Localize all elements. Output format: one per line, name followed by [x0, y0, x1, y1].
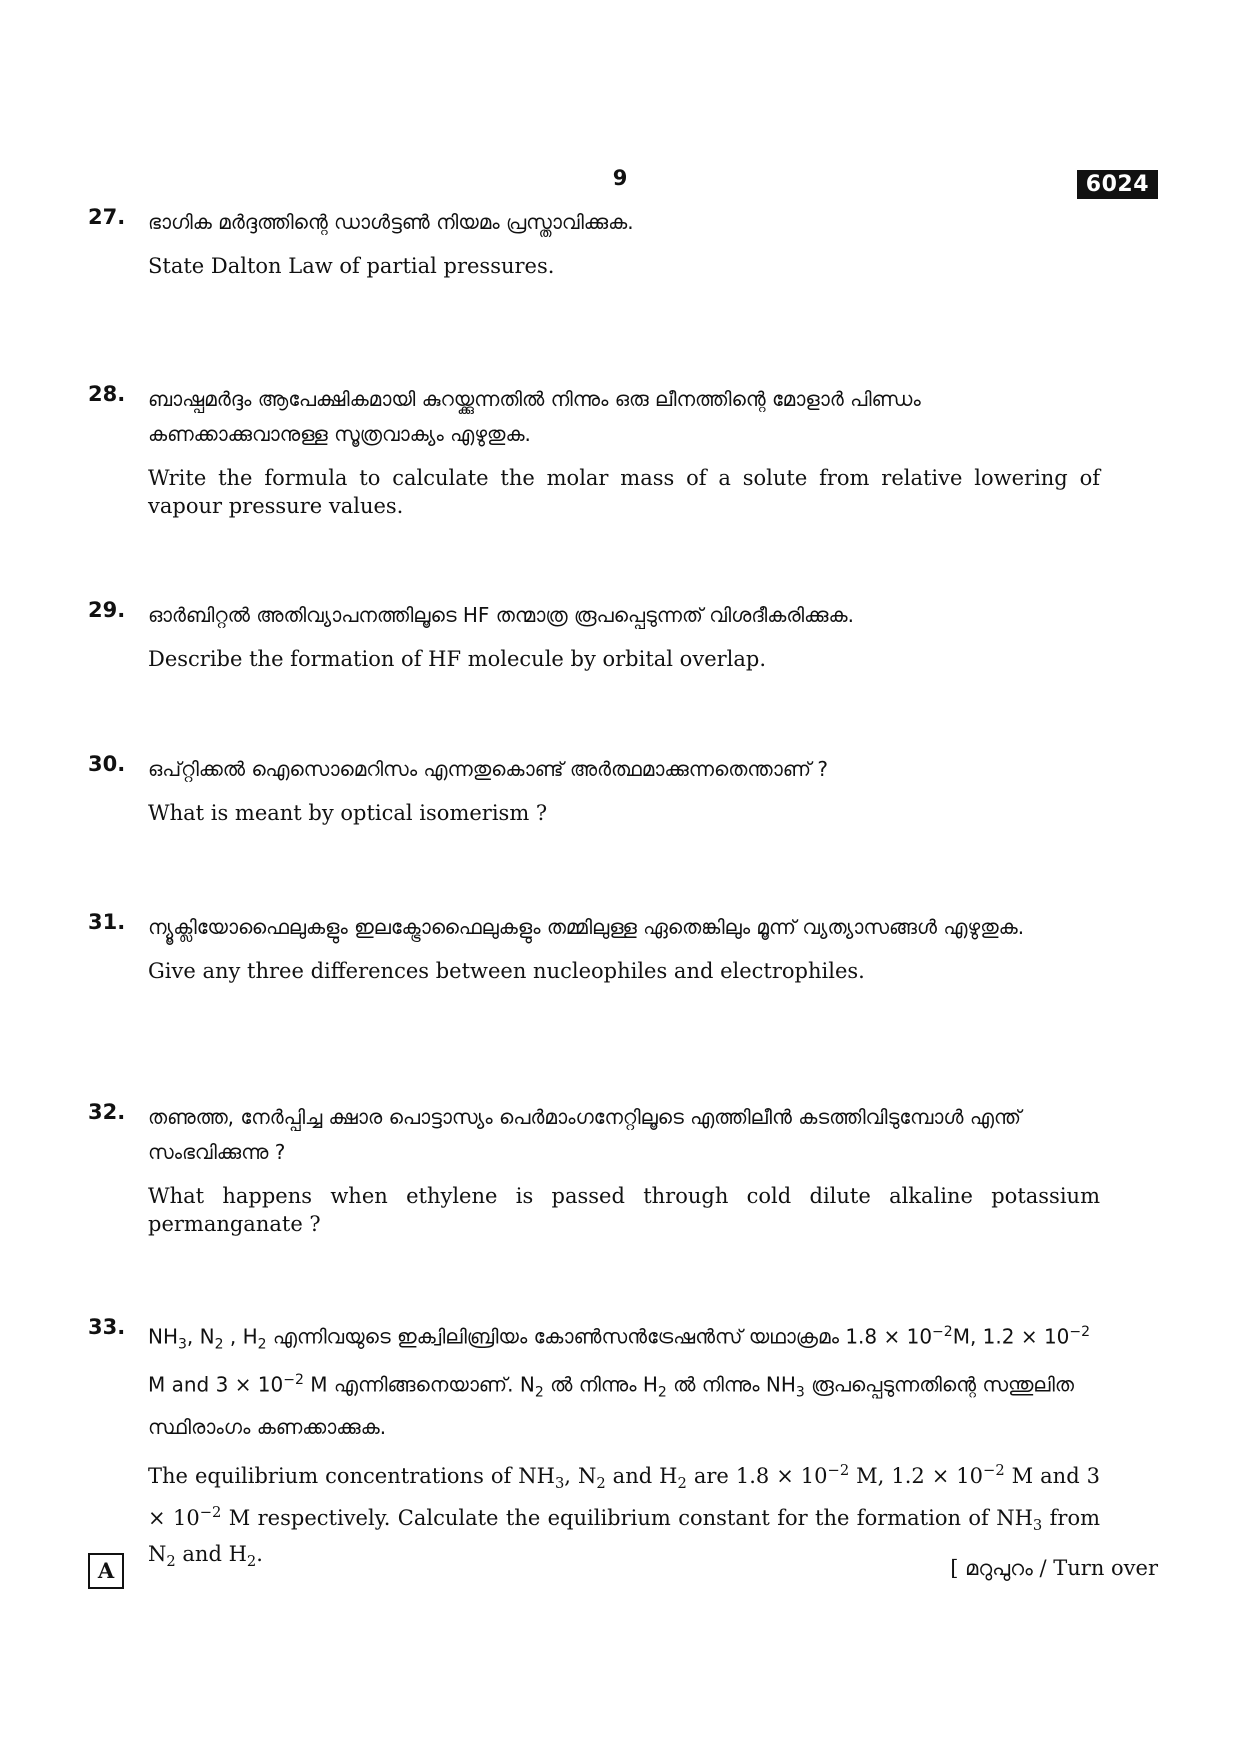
- question-text-malayalam: ബാഷ്പമർദ്ദം ആപേക്ഷികമായി കുറയ്ക്കുന്നതിൽ നിന്നും ഒരു ലീനത്തിന്റെ മോളാർ പിണ്ഡം കണക്കാക്കുവാനുള്ള സൂത്രവാക്യം എഴുതുക.: [148, 387, 921, 446]
- question-number: 28.: [88, 382, 126, 406]
- question-32: [88, 1100, 1100, 1238]
- paper-code-badge: 6024: [1077, 170, 1158, 199]
- question-number: 30.: [88, 752, 126, 776]
- version-mark-box: A: [88, 1553, 124, 1589]
- question-text-malayalam: ഓർബിറ്റൽ അതിവ്യാപനത്തിലൂടെ HF തന്മാത്ര രൂപപ്പെടുന്നത് വിശദീകരിക്കുക.: [148, 603, 854, 627]
- question-text-malayalam: $NH_3$, $N_2$ , $H_2$ എന്നിവയുടെ ഇക്വിലിബ്രിയം കോൺസൻട്രേഷൻസ് യഥാക്രമം $1.8 \times 10^{-2}M$, $1.2 \times 10^{-2}$ M and $3 \times 10^{-2}$ M എന്നിങ്ങനെയാണ്. $N_2$ ൽ നിന്നും $H_2$ ൽ നിന്നും $NH_3$ രൂപപ്പെടുന്നതിന്റെ സന്തുലിത സ്ഥിരാംഗം കണക്കാക്കുക.: [148, 1324, 1091, 1440]
- question-28: [88, 382, 1100, 520]
- question-text-english: Give any three differences between nucleophiles and electrophiles.: [148, 959, 865, 983]
- question-text-english: What happens when ethylene is passed through cold dilute alkaline potassium permanganate ?: [148, 1184, 1100, 1236]
- question-33: [88, 1315, 1100, 1576]
- page-number: 9: [612, 166, 628, 190]
- question-27: [88, 205, 1100, 280]
- turn-over-note: [ മറുപുറം / Turn over: [950, 1556, 1158, 1580]
- question-text-english: What is meant by optical isomerism ?: [148, 801, 548, 825]
- question-text-malayalam: ഒപ്റ്റിക്കൽ ഐസൊമെറിസം എന്നതുകൊണ്ട് അർത്ഥമാക്കുന്നതെന്താണ് ?: [148, 757, 829, 781]
- question-number: 31.: [88, 910, 126, 934]
- question-text-english: Write the formula to calculate the molar mass of a solute from relative lowering of vapour pressure values.: [148, 466, 1100, 518]
- question-29: [88, 598, 1100, 673]
- question-31: [88, 910, 1100, 985]
- question-text-english: Describe the formation of HF molecule by orbital overlap.: [148, 647, 767, 671]
- question-text-malayalam: ഭാഗിക മർദ്ദത്തിന്റെ ഡാൾട്ടൺ നിയമം പ്രസ്താവിക്കുക.: [148, 210, 634, 234]
- question-number: 29.: [88, 598, 126, 622]
- question-number: 32.: [88, 1100, 126, 1124]
- question-text-english: The equilibrium concentrations of $NH_3$, $N_2$ and $H_2$ are $1.8 \times 10^{-2}$ M, $1.2 \times 10^{-2}$ M and $3 \times 10^{-2}$ M respectively. Calculate the equilibrium constant for the formation of $NH_3$ from $N_2$ and $H_2$.: [148, 1462, 1100, 1570]
- question-text-malayalam: തണുത്ത, നേർപ്പിച്ച ക്ഷാര പൊട്ടാസ്യം പെർമാംഗനേറ്റിലൂടെ എത്തിലീൻ കടത്തിവിടുമ്പോൾ എന്ത് സംഭവിക്കുന്നു ?: [148, 1105, 1021, 1164]
- question-number: 27.: [88, 205, 126, 229]
- question-30: [88, 752, 1100, 827]
- question-number: 33.: [88, 1315, 126, 1339]
- question-text-english: State Dalton Law of partial pressures.: [148, 254, 555, 278]
- question-text-malayalam: ന്യൂക്ലിയോഫൈലുകളും ഇലക്ട്രോഫൈലുകളും തമ്മിലുള്ള ഏതെങ്കിലും മൂന്ന് വ്യത്യാസങ്ങൾ എഴുതുക.: [148, 915, 1025, 939]
